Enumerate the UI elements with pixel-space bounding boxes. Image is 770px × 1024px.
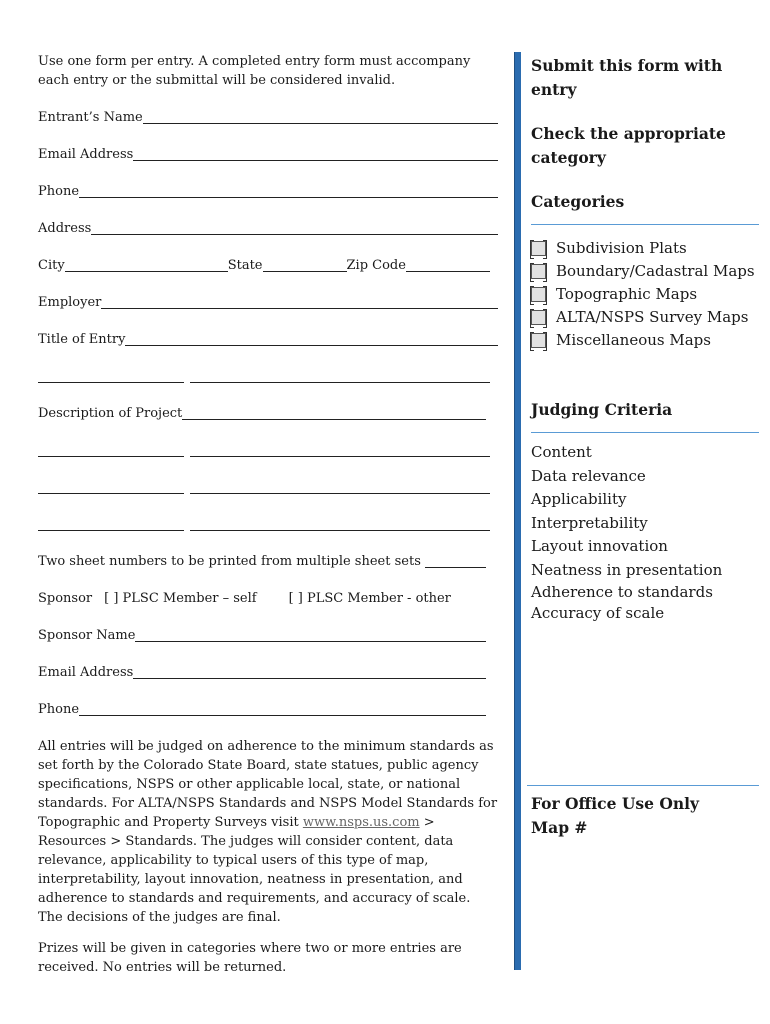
- city-label: City: [38, 258, 65, 273]
- city-state-zip-row: [38, 256, 498, 275]
- sponsor-name-line[interactable]: [135, 627, 486, 642]
- email-line[interactable]: [133, 146, 498, 161]
- phone-line[interactable]: [79, 183, 498, 198]
- description-line[interactable]: [182, 405, 486, 420]
- sheet-numbers-line[interactable]: [425, 553, 486, 568]
- sponsor-phone-label: Phone: [38, 702, 80, 717]
- criteria-item: Data relevance: [531, 466, 646, 485]
- entrant-name-label: Entrant’s Name: [38, 110, 143, 125]
- zip-label: Zip Code: [346, 258, 406, 273]
- sponsor-label: Sponsor: [38, 591, 93, 606]
- phone-label: Phone: [38, 184, 80, 199]
- sponsor-phone-field[interactable]: [38, 700, 486, 719]
- category-subdivision[interactable]: [531, 237, 759, 260]
- check-note: Check the appropriate category: [531, 124, 726, 167]
- criteria-item: Accuracy of scale: [531, 604, 665, 622]
- sponsor-other-checkbox[interactable]: [ ] PLSC Member - other: [288, 591, 451, 606]
- sponsor-email-label: Email Address: [38, 665, 134, 680]
- checkbox-icon[interactable]: [531, 310, 546, 325]
- prizes-paragraph: Prizes will be given in categories where two or more entries are received. No entries will be returned.: [38, 941, 462, 975]
- office-rule: [527, 785, 759, 786]
- category-misc[interactable]: [531, 329, 759, 352]
- entry-form: [38, 52, 498, 989]
- sheet-numbers-field[interactable]: [38, 552, 486, 571]
- sidebar: [531, 54, 759, 840]
- sponsor-email-line[interactable]: [133, 664, 486, 679]
- sponsor-email-field[interactable]: [38, 663, 486, 682]
- email-label: Email Address: [38, 147, 134, 162]
- category-label: ALTA/NSPS Survey Maps: [556, 308, 749, 326]
- employer-label: Employer: [38, 295, 102, 310]
- criteria-item: Content: [531, 443, 592, 461]
- sponsor-row: [38, 589, 498, 608]
- nsps-link[interactable]: www.nsps.us.com: [302, 815, 420, 830]
- description-line-3[interactable]: [38, 478, 490, 497]
- checkbox-icon[interactable]: [531, 264, 546, 279]
- title-field[interactable]: [38, 330, 498, 349]
- address-line[interactable]: [91, 220, 498, 235]
- title-label: Title of Entry: [38, 332, 126, 347]
- category-label: Subdivision Plats: [556, 239, 687, 257]
- zip-line[interactable]: [406, 257, 490, 272]
- city-line[interactable]: [65, 257, 228, 272]
- email-field[interactable]: [38, 145, 498, 164]
- address-field[interactable]: [38, 219, 498, 238]
- criteria-item: Neatness in presentation: [531, 560, 723, 579]
- sponsor-self-checkbox[interactable]: [ ] PLSC Member – self: [104, 591, 257, 606]
- criteria-item: Interpretability: [531, 513, 648, 532]
- title-continuation-line[interactable]: [38, 367, 490, 386]
- criteria-item: Layout innovation: [531, 537, 668, 555]
- category-label: Topographic Maps: [556, 285, 698, 303]
- sponsor-phone-line[interactable]: [79, 701, 486, 716]
- form-instructions: Use one form per entry. A completed entry form must accompany each entry or the submittal will be considered invalid.: [38, 54, 471, 88]
- category-label: Boundary/Cadastral Maps: [556, 262, 755, 280]
- checkbox-icon[interactable]: [531, 241, 546, 256]
- entrant-name-field[interactable]: [38, 108, 498, 127]
- employer-field[interactable]: [38, 293, 498, 312]
- criteria-item: Applicability: [531, 490, 627, 508]
- criteria-item: Adherence to standards: [531, 583, 713, 601]
- submit-note: Submit this form with entry: [531, 56, 723, 99]
- phone-field[interactable]: [38, 182, 498, 201]
- checkbox-icon[interactable]: [531, 333, 546, 348]
- category-alta[interactable]: [531, 306, 759, 329]
- address-label: Address: [38, 221, 92, 236]
- categories-rule: [531, 224, 759, 225]
- title-line[interactable]: [125, 331, 498, 346]
- state-label: State: [227, 258, 263, 273]
- category-boundary[interactable]: [531, 260, 759, 283]
- map-number-label: Map #: [531, 818, 588, 837]
- sidebar-divider: [514, 52, 521, 970]
- employer-line[interactable]: [101, 294, 498, 309]
- categories-heading: Categories: [531, 192, 625, 211]
- sponsor-name-label: Sponsor Name: [38, 628, 136, 643]
- entrant-name-line[interactable]: [143, 109, 498, 124]
- checkbox-icon[interactable]: [531, 287, 546, 302]
- category-list: [531, 237, 759, 352]
- sponsor-name-field[interactable]: [38, 626, 486, 645]
- criteria-heading: Judging Criteria: [531, 400, 673, 419]
- state-line[interactable]: [263, 257, 347, 272]
- criteria-rule: [531, 432, 759, 433]
- description-field[interactable]: [38, 404, 486, 423]
- judging-text-1: All entries will be judged on adherence to the minimum standards as set forth by the Colorado State Board, state statues, public agency specifications, NSPS or other applicable local, state, or national standards. For ALTA/NSPS Standards and NSPS Model Standards for Topographic and Property Surveys visit: [38, 739, 498, 830]
- category-label: Miscellaneous Maps: [556, 331, 711, 349]
- sheet-numbers-label: Two sheet numbers to be printed from multiple sheet sets: [38, 554, 421, 569]
- description-line-2[interactable]: [38, 441, 490, 460]
- judging-text-2: > Resources > Standards. The judges will consider content, data relevance, applicability to typical users of this type of map, interpretability, layout innovation, neatness in presentation, and adherence to standards and requirements, and accuracy of scale. The decisions of the judges are final.: [38, 815, 471, 925]
- office-use-heading: For Office Use Only: [531, 794, 700, 813]
- category-topographic[interactable]: [531, 283, 759, 306]
- judging-paragraph: [38, 737, 498, 927]
- description-line-4[interactable]: [38, 515, 490, 534]
- criteria-list: [531, 441, 759, 625]
- description-label: Description of Project: [38, 406, 183, 421]
